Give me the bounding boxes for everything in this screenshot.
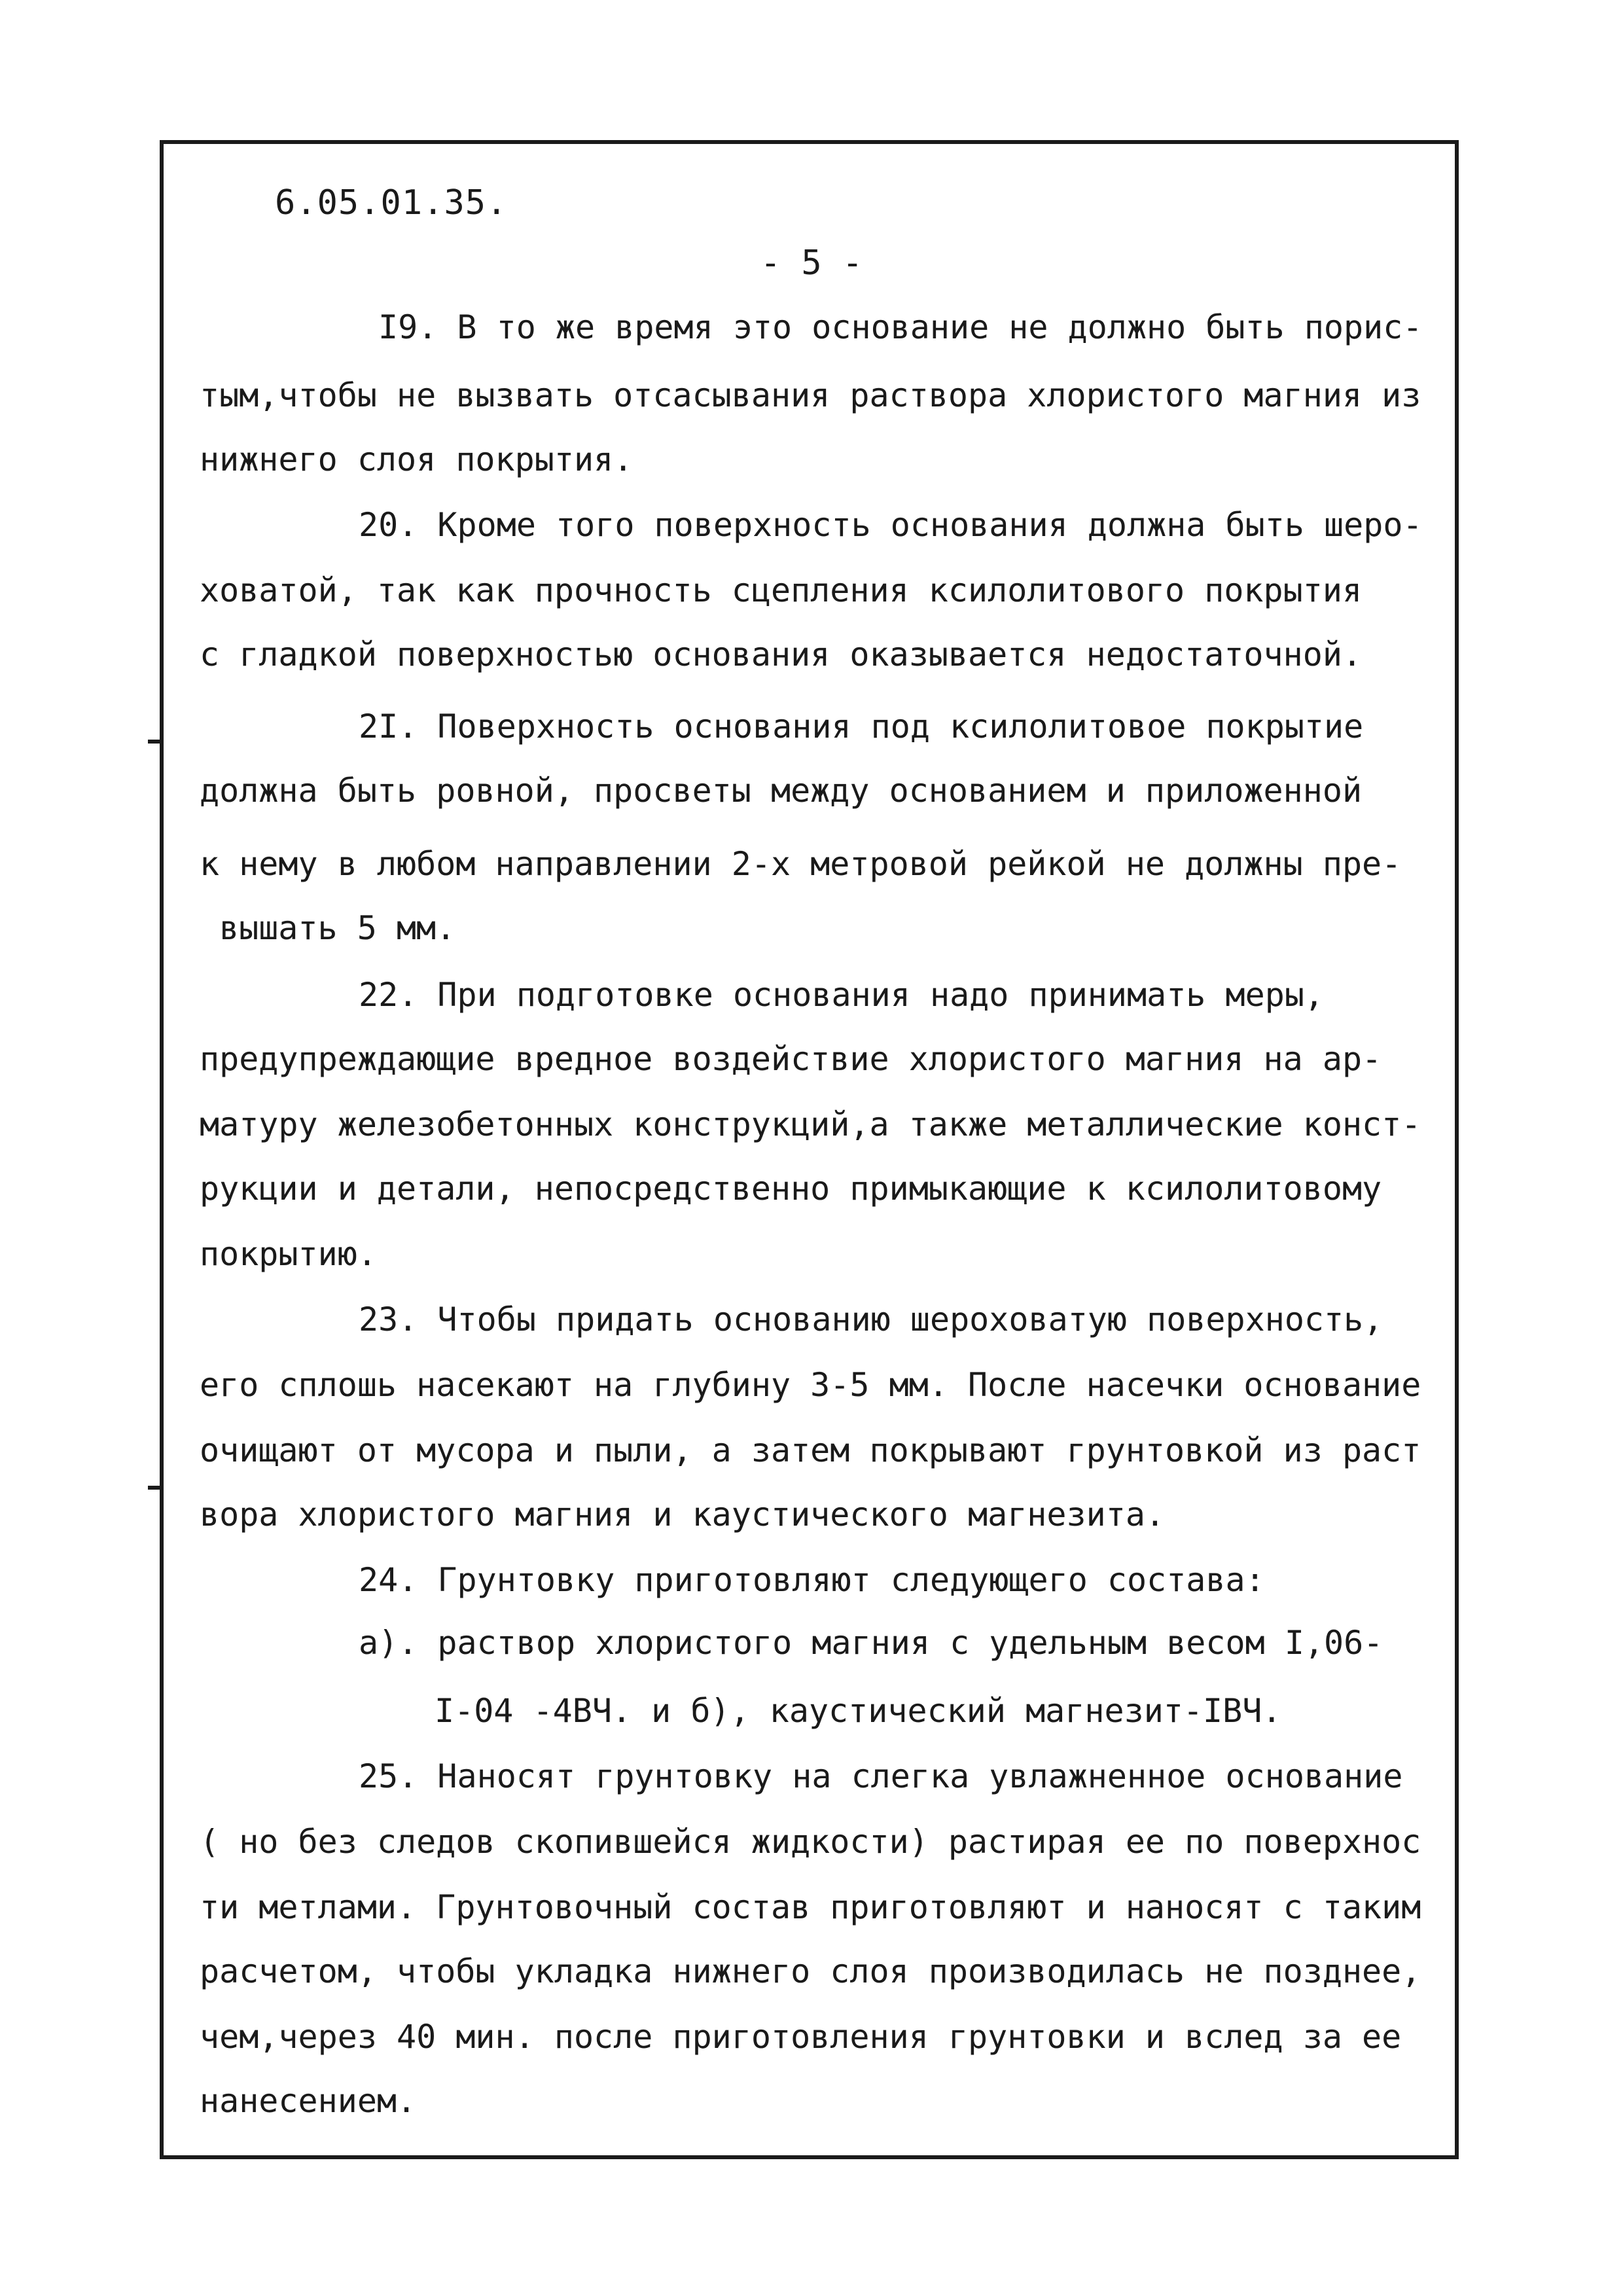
text-line: 25. Наносят грунтовку на слегка увлажненное основание [359, 1757, 1403, 1795]
text-line: I9. В то же время это основание не должно быть порис- [378, 308, 1423, 346]
binding-mark [148, 740, 164, 744]
text-line: 2I. Поверхность основания под ксилолитовое покрытие [359, 708, 1364, 745]
text-line: тым,чтобы не вызвать отсасывания раствора хлористого магния из [200, 376, 1421, 414]
text-line: а). раствор хлористого магния с удельным весом I,06- [359, 1624, 1383, 1662]
text-line: расчетом, чтобы укладка нижнего слоя производилась не позднее, [200, 1952, 1421, 1990]
text-line: 23. Чтобы придать основанию шероховатую поверхность, [359, 1300, 1383, 1338]
text-line: вышать 5 мм. [219, 909, 456, 947]
text-line: матуру железобетонных конструкций,а также металлические конст- [200, 1105, 1421, 1143]
text-line: 20. Кроме того поверхность основания должна быть шеро- [359, 506, 1423, 544]
text-line: должна быть ровной, просветы между основанием и приложенной [200, 772, 1363, 810]
text-line: нанесением. [200, 2082, 417, 2120]
document-code: 6.05.01.35. [275, 183, 508, 223]
page-number: - 5 - [760, 243, 863, 283]
text-line: рукции и детали, непосредственно примыкающие к ксилолитовому [200, 1170, 1382, 1208]
text-line: с гладкой поверхностью основания оказывается недостаточной. [200, 636, 1363, 673]
text-line: 22. При подготовке основания надо принимать меры, [359, 976, 1325, 1014]
text-line: очищают от мусора и пыли, а затем покрывают грунтовкой из раст [200, 1431, 1421, 1469]
text-line: чем,через 40 мин. после приготовления грунтовки и вслед за ее [200, 2018, 1402, 2056]
text-line: ( но без следов скопившейся жидкости) растирая ее по поверхнос [200, 1823, 1421, 1861]
text-line: покрытию. [200, 1235, 377, 1273]
binding-mark [148, 1486, 164, 1490]
text-line: нижнего слоя покрытия. [200, 440, 633, 478]
text-line: предупреждающие вредное воздействие хлористого магния на ар- [200, 1040, 1382, 1078]
text-line: ховатой, так как прочность сцепления ксилолитового покрытия [200, 571, 1363, 609]
text-line: ти метлами. Грунтовочный состав приготовляют и наносят с таким [200, 1888, 1421, 1926]
text-line: I-04 -4ВЧ. и б), каустический магнезит-IВЧ. [435, 1692, 1282, 1730]
text-line: его сплошь насекают на глубину 3-5 мм. После насечки основание [200, 1366, 1421, 1404]
text-line: вора хлористого магния и каустического магнезита. [200, 1496, 1166, 1534]
text-line: к нему в любом направлении 2-х метровой рейкой не должны пре- [200, 845, 1402, 883]
text-line: 24. Грунтовку приготовляют следующего состава: [359, 1561, 1265, 1599]
